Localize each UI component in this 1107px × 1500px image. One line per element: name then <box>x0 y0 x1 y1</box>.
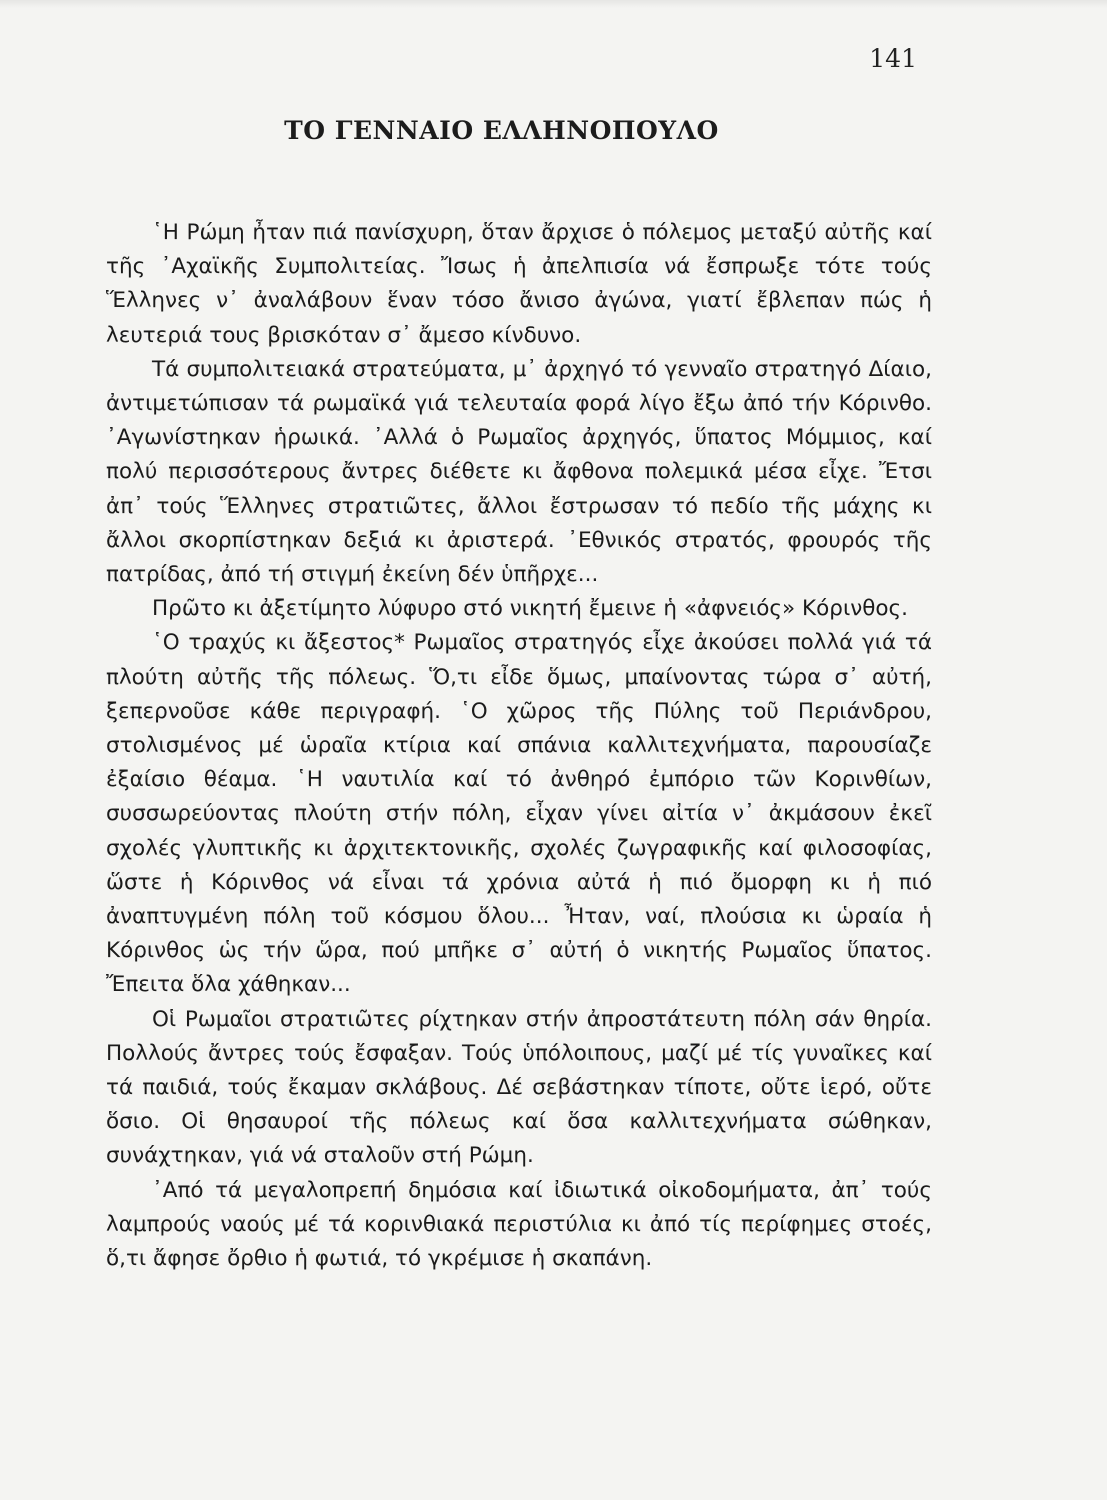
paragraph-3: Πρῶτο κι ἀξετίμητο λύφυρο στό νικητή ἔμεινε ἡ «ἀφνειός» Κόρινθος. <box>152 596 908 622</box>
paragraph-6: ᾿Από τά μεγαλοπρεπή δημόσια καί ἰδιωτικά οἰκοδομήματα, ἀπ᾿ τούς λαμπρούς ναούς μέ τά κορινθιακά περιστύλια κι ἀπό τίς περίφημες στοές, ὅ,τι ἄφησε ὄρθιο ἡ φωτιά, τό γκρέμισε ἡ σκαπάνη. <box>106 1177 932 1272</box>
chapter-title-wrapper <box>0 116 1107 145</box>
paragraph-1: ῾Η Ρώμη ἦταν πιά πανίσχυρη, ὅταν ἄρχισε ὁ πόλεμος μεταξύ αὐτῆς καί τῆς ᾿Αχαϊκῆς Συμπολιτείας. Ἴσως ἡ ἀπελπισία νά ἔσπρωξε τότε τούς Ἕλληνες ν᾿ ἀναλάβουν ἕναν τόσο ἄνισο ἀγώνα, γιατί ἔβλεπαν πώς ἡ λευτεριά τους βρισκόταν σ᾿ ἄμεσο κίνδυνο. <box>106 220 932 348</box>
paragraph-5: Οἱ Ρωμαῖοι στρατιῶτες ρίχτηκαν στήν ἀπροστάτευτη πόλη σάν θηρία. Πολλούς ἄντρες τούς ἔσφαξαν. Τούς ὑπόλοιπους, μαζί μέ τίς γυναῖκες καί τά παιδιά, τούς ἔκαμαν σκλάβους. Δέ σεβάστηκαν τίποτε, οὔτε ἱερό, οὔτε ὅσιο. Οἱ θησαυροί τῆς πόλεως καί ὅσα καλλιτεχνήματα σώθηκαν, συνάχτηκαν, γιά νά σταλοῦν στή Ρώμη. <box>106 1006 932 1169</box>
page-top-edge <box>0 0 1107 8</box>
paragraph-2: Τά συμπολιτειακά στρατεύματα, μ᾿ ἀρχηγό τό γενναῖο στρατηγό Δίαιο, ἀντιμετώπισαν τά ρωμαϊκά γιά τελευταία φορά λίγο ἔξω ἀπό τήν Κόρινθο. ᾿Αγωνίστηκαν ἡρωικά. ᾿Αλλά ὁ Ρωμαῖος ἀρχηγός, ὕπατος Μόμμιος, καί πολύ περισσότερους ἄντρες διέθετε κι ἄφθονα πολεμικά μέσα εἶχε. Ἔτσι ἀπ᾿ τούς Ἕλληνες στρατιῶτες, ἄλλοι ἔστρωσαν τό πεδίο τῆς μάχης κι ἄλλοι σκορπίστηκαν δεξιά κι ἀριστερά. ᾿Εθνικός στρατός, φρουρός τῆς πατρίδας, ἀπό τή στιγμή ἐκείνη δέν ὑπῆρχε... <box>106 356 932 588</box>
body-text <box>106 216 932 1276</box>
paragraph-4: ῾Ο τραχύς κι ἄξεστος* Ρωμαῖος στρατηγός εἶχε ἀκούσει πολλά γιά τά πλούτη αὐτῆς τῆς πόλεως. Ὅ,τι εἶδε ὅμως, μπαίνοντας τώρα σ᾿ αὐτή, ξεπερνοῦσε κάθε περιγραφή. ῾Ο χῶρος τῆς Πύλης τοῦ Περιάνδρου, στολισμένος μέ ὡραῖα κτίρια καί σπάνια καλλιτεχνήματα, παρουσίαζε ἐξαίσιο θέαμα. ῾Η ναυτιλία καί τό ἀνθηρό ἐμπόριο τῶν Κορινθίων, συσσωρεύοντας πλούτη στήν πόλη, εἶχαν γίνει αἰτία ν᾿ ἀκμάσουν ἐκεῖ σχολές γλυπτικῆς κι ἀρχιτεκτονικῆς, σχολές ζωγραφικῆς καί φιλοσοφίας, ὥστε ἡ Κόρινθος νά εἶναι τά χρόνια αὐτά ἡ πιό ὄμορφη κι ἡ πιό ἀναπτυγμένη πόλη τοῦ κόσμου ὅλου... Ἦταν, ναί, πλούσια κι ὡραία ἡ Κόρινθος ὡς τήν ὥρα, πού μπῆκε σ᾿ αὐτή ὁ νικητής Ρωμαῖος ὕπατος. Ἔπειτα ὅλα χάθηκαν... <box>106 630 932 998</box>
page-number: 141 <box>869 44 917 73</box>
chapter-title: ΤΟ ΓΕΝΝΑΙΟ ΕΛΛΗΝΟΠΟΥΛΟ <box>284 116 719 145</box>
